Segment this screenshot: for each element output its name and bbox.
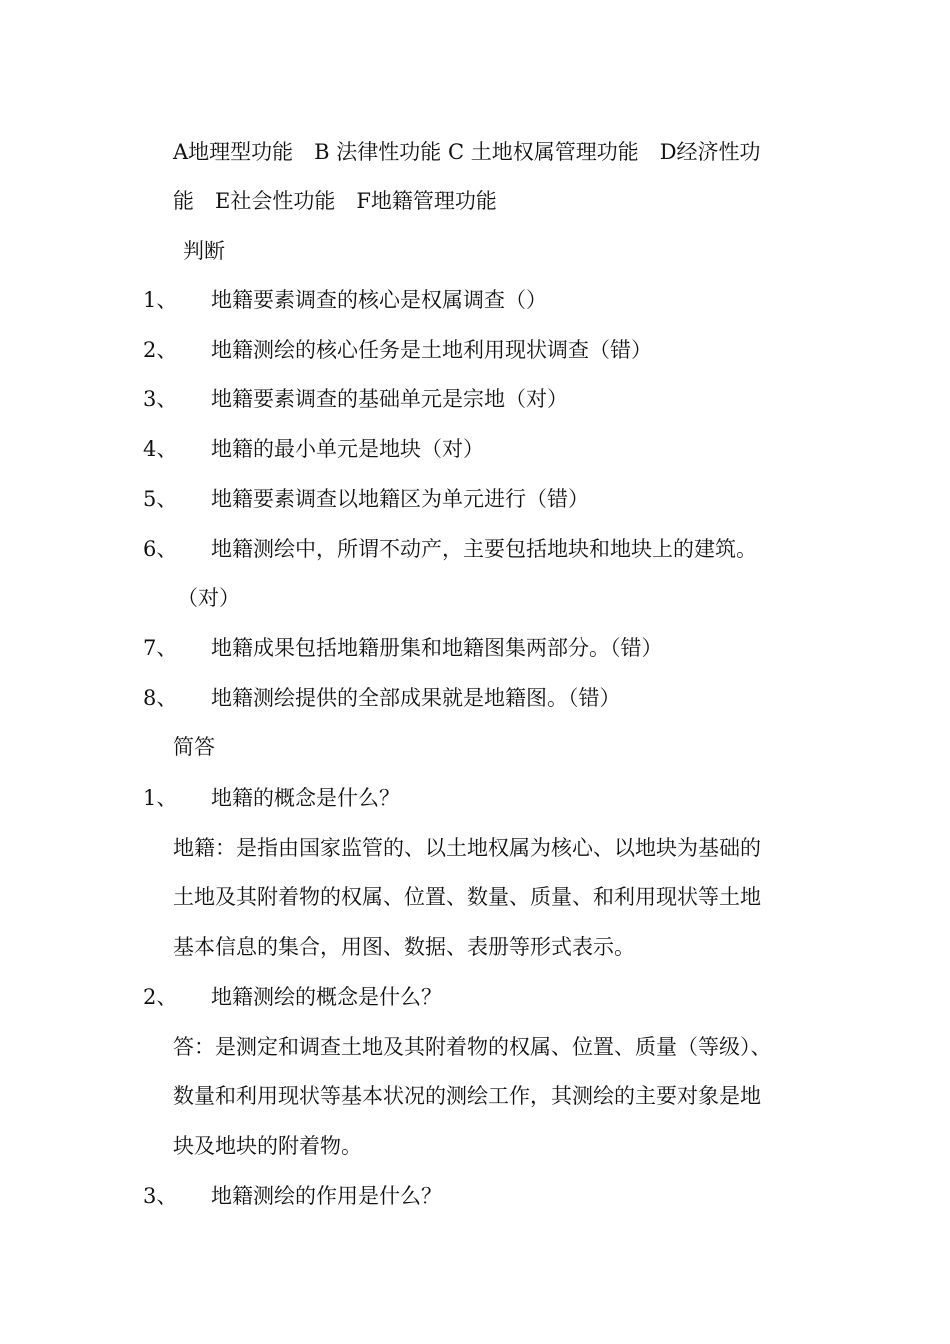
judge-item-number: 3、: [143, 387, 178, 411]
judge-item-number: 4、: [143, 437, 178, 461]
judge-item-text: 地籍测绘提供的全部成果就是地籍图。（错）: [211, 686, 621, 710]
judge-item-number: 8、: [143, 686, 178, 710]
judge-heading: 判断: [183, 239, 225, 263]
short-item-number: 3、: [143, 1184, 178, 1208]
judge-item-number: 6、: [143, 537, 178, 561]
judge-item-text: 地籍要素调查的基础单元是宗地（对）: [211, 387, 568, 411]
short-item-number: 1、: [143, 786, 178, 810]
short-answer-line: 土地及其附着物的权属、位置、数量、质量、和利用现状等土地: [173, 885, 761, 909]
short-answer-line: 数量和利用现状等基本状况的测绘工作，其测绘的主要对象是地: [173, 1084, 761, 1108]
options-line-2: 能 E社会性功能 F地籍管理功能: [173, 189, 497, 213]
short-answer-line: 块及地块的附着物。: [173, 1134, 362, 1158]
short-answer-line: 基本信息的集合，用图、数据、表册等形式表示。: [173, 935, 635, 959]
judge-item-text: 地籍成果包括地籍册集和地籍图集两部分。（错）: [211, 636, 663, 660]
short-answer-line: 答：是测定和调查土地及其附着物的权属、位置、质量（等级）、: [173, 1035, 772, 1059]
judge-item-text: 地籍要素调查以地籍区为单元进行（错）: [211, 487, 589, 511]
judge-item-number: 7、: [143, 636, 178, 660]
short-answer-line: 地籍：是指由国家监管的、以土地权属为核心、以地块为基础的: [173, 836, 761, 860]
short-question: 地籍的概念是什么？: [211, 786, 400, 810]
judge-item-number: 5、: [143, 487, 178, 511]
judge-item-number: 1、: [143, 288, 178, 312]
judge-item-text: 地籍测绘的核心任务是土地利用现状调查（错）: [211, 338, 652, 362]
judge-item-continuation: （对）: [177, 586, 240, 610]
judge-item-text: 地籍的最小单元是地块（对）: [211, 437, 484, 461]
short-heading: 简答: [173, 735, 215, 759]
judge-item-text: 地籍测绘中，所谓不动产，主要包括地块和地块上的建筑。: [211, 537, 757, 561]
judge-item-text: 地籍要素调查的核心是权属调查（）: [211, 288, 547, 312]
short-question: 地籍测绘的作用是什么？: [211, 1184, 442, 1208]
judge-item-number: 2、: [143, 338, 178, 362]
short-item-number: 2、: [143, 985, 178, 1009]
options-line-1: A地理型功能 B 法律性功能 C 土地权属管理功能 D经济性功: [173, 140, 761, 164]
short-question: 地籍测绘的概念是什么？: [211, 985, 442, 1009]
